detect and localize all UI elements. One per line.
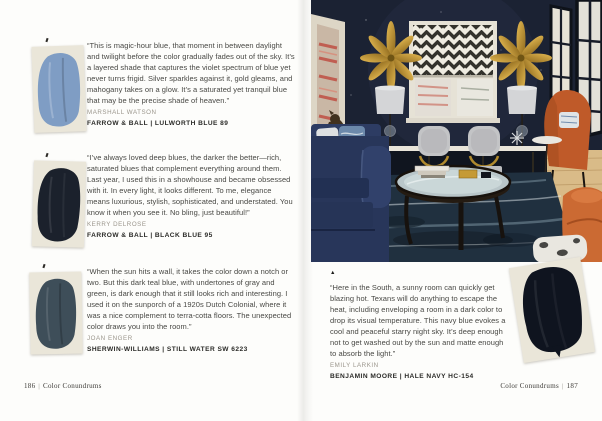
tick-mark (45, 38, 48, 42)
paint-blob-stillwater (29, 272, 82, 355)
tick-mark (42, 264, 45, 268)
quote-text: “When the sun hits a wall, it takes the color down a notch or two. But this dark teal blue, with undertones of gray and green, is dark enough that it still looks rich and interesting. I used it on the sunporch of a 1920s Dutch Colonial, where it was a nice complement to terra-cotta floors. The unexpected color draws you into the room.” (87, 267, 292, 331)
paint-brand-line: FARROW & BALL | BLACK BLUE 95 (87, 231, 213, 239)
interior-photo (311, 0, 602, 262)
quote-text: “I’ve always loved deep blues, the darker the better—rich, saturated blues that complement everything around them. Last year, I used this in a showhouse and became obsessed with it. In every light, it looks different. To me, elegance means luxurious, stylish, sophisticated, and understated. You know it when you see it. No bling, just beautiful!” (87, 153, 293, 217)
paint-entry (330, 282, 510, 380)
gold-box (459, 170, 477, 178)
designer-attribution: JOAN ENGER (87, 335, 133, 342)
quote-text: “Here in the South, a sunny room can quickly get blazing hot. Texans will do anything to escape the heat, including enveloping a room in a dark color to drop its visual temperature. This navy blue evokes a cool and peaceful starry night sky. It’s deep enough not to get washed out by the sun and matte enough to absorb the light.” (330, 283, 506, 358)
page-number: 186 (24, 382, 36, 390)
page-number: 187 (566, 382, 578, 390)
martini-side-table (532, 136, 562, 144)
paint-swatch-card-blackblue (32, 160, 86, 247)
paint-brand-line: BENJAMIN MOORE | HALE NAVY HC-154 (330, 372, 474, 380)
paint-swatch-card-lulworth (32, 45, 87, 133)
designer-attribution: MARSHALL WATSON (87, 109, 157, 116)
starburst-ornament (510, 131, 524, 145)
window-sill (406, 118, 500, 123)
paint-swatch-card-halenavy (509, 257, 595, 363)
tick-mark (45, 153, 48, 157)
center-window (406, 21, 500, 123)
paint-entry (87, 152, 295, 239)
chevron-roman-shade (413, 25, 493, 77)
paint-swatch-card-stillwater (29, 272, 82, 355)
designer-attribution: EMILY LARKIN (330, 362, 379, 369)
paint-entry (87, 40, 295, 127)
paint-blob-halenavy (509, 257, 595, 363)
paint-blob-lulworth (32, 45, 87, 133)
room-scene (311, 0, 602, 262)
paint-brand-line: SHERWIN-WILLIAMS | STILL WATER SW 6223 (87, 345, 248, 353)
quote-text: “This is magic-hour blue, that moment in between daylight and twilight before the color gradually fades out of the sky. It’s a layered shade that captures the violet spectrum of blue yet never turns frigid. Silver sparkles against it, gold gleams, and mahogany takes on a glow. It’s a saturated yet tranquil blue that may be the precise shade of heaven.” (87, 41, 295, 105)
footer-separator: | (38, 383, 41, 390)
paint-brand-line: FARROW & BALL | LULWORTH BLUE 89 (87, 119, 229, 127)
section-title: Color Conundrums (500, 382, 559, 390)
right-page-footer (500, 382, 578, 390)
paint-entry (87, 266, 295, 353)
section-title: Color Conundrums (43, 382, 102, 390)
left-page-footer (24, 382, 102, 390)
paint-blob-blackblue (32, 160, 86, 247)
navy-sofa (311, 124, 391, 262)
designer-attribution: KERRY DELROSE (87, 221, 147, 228)
photo-caption-marker: ▲ (330, 270, 336, 276)
footer-separator: | (561, 383, 564, 390)
